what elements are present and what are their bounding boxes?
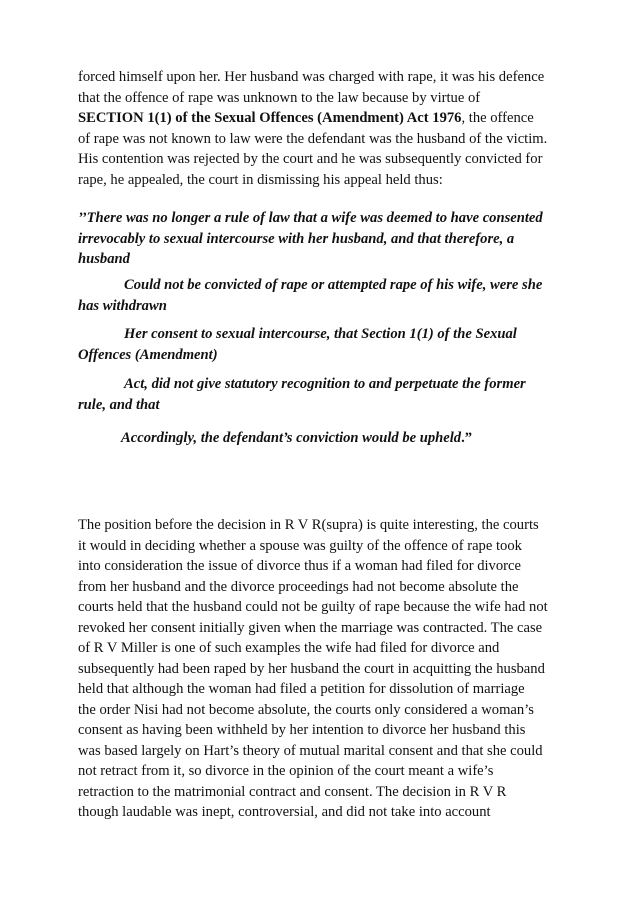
quote-line <box>78 428 568 449</box>
quote-line: husband <box>78 251 130 267</box>
text-line: of R V Miller is one of such examples the wife had filed for divorce and <box>78 640 500 656</box>
text-line: The position before the decision in R V R(supra) is quite interesting, the courts <box>78 517 539 533</box>
intro-paragraph <box>78 67 568 190</box>
text-line: into consideration the issue of divorce thus if a woman had filed for divorce <box>78 558 521 574</box>
analysis-paragraph <box>78 515 568 823</box>
text-line: the order Nisi had not become absolute, the courts only considered a woman’s <box>78 701 534 718</box>
text-line: consent as having been withheld by her intention to divorce her husband this <box>78 722 526 738</box>
quote-line: has withdrawn <box>78 297 167 314</box>
text-line: it would in deciding whether a spouse was guilty of the offence of rape took <box>78 537 522 554</box>
quote-line: rule, and that <box>78 396 160 413</box>
court-quote <box>78 208 568 270</box>
court-quote <box>78 428 568 449</box>
closing-quote: .” <box>461 430 473 446</box>
text-fragment: , the offence <box>461 110 534 126</box>
text-line: forced himself upon her. Her husband was charged with rape, it was his defence <box>78 69 545 85</box>
text-line: of rape was not known to law were the defendant was the husband of the victim. <box>78 130 548 147</box>
text-line: His contention was rejected by the court and he was subsequently convicted for <box>78 151 543 167</box>
quote-line: Her consent to sexual intercourse, that Section 1(1) of the Sexual <box>124 326 517 342</box>
text-line: from her husband and the divorce proceedings had not become absolute the <box>78 578 519 595</box>
quote-text: Accordingly, the defendant’s conviction would be upheld <box>121 430 462 446</box>
quote-line: ’’There was no longer a rule of law that a wife was deemed to have consented <box>78 210 543 226</box>
text-line: not retract from it, so divorce in the opinion of the court meant a wife’s <box>78 763 494 779</box>
text-line: retraction to the matrimonial contract and consent. The decision in R V R <box>78 783 507 800</box>
court-quote <box>78 374 568 415</box>
statute-citation: SECTION 1(1) of the Sexual Offences (Amendment) Act 1976 <box>78 110 462 126</box>
text-line: was based largely on Hart’s theory of mutual marital consent and that she could <box>78 742 543 759</box>
text-line: courts held that the husband could not be guilty of rape because the wife had not <box>78 599 548 615</box>
court-quote <box>78 324 568 365</box>
quote-line: irrevocably to sexual intercourse with her husband, and that therefore, a <box>78 230 515 247</box>
text-line: though laudable was inept, controversial, and did not take into account <box>78 804 491 820</box>
text-line: revoked her consent initially given when the marriage was contracted. The case <box>78 619 543 636</box>
text-line: subsequently had been raped by her husband the court in acquitting the husband <box>78 660 545 677</box>
quote-line: Could not be convicted of rape or attempted rape of his wife, were she <box>124 277 543 293</box>
text-line: held that although the woman had filed a petition for dissolution of marriage <box>78 681 525 697</box>
text-line <box>78 108 568 129</box>
court-quote <box>78 275 568 316</box>
text-line: that the offence of rape was unknown to the law because by virtue of <box>78 89 481 106</box>
quote-line: Offences (Amendment) <box>78 346 218 363</box>
text-line: rape, he appealed, the court in dismissing his appeal held thus: <box>78 171 443 188</box>
quote-line: Act, did not give statutory recognition to and perpetuate the former <box>124 376 526 392</box>
